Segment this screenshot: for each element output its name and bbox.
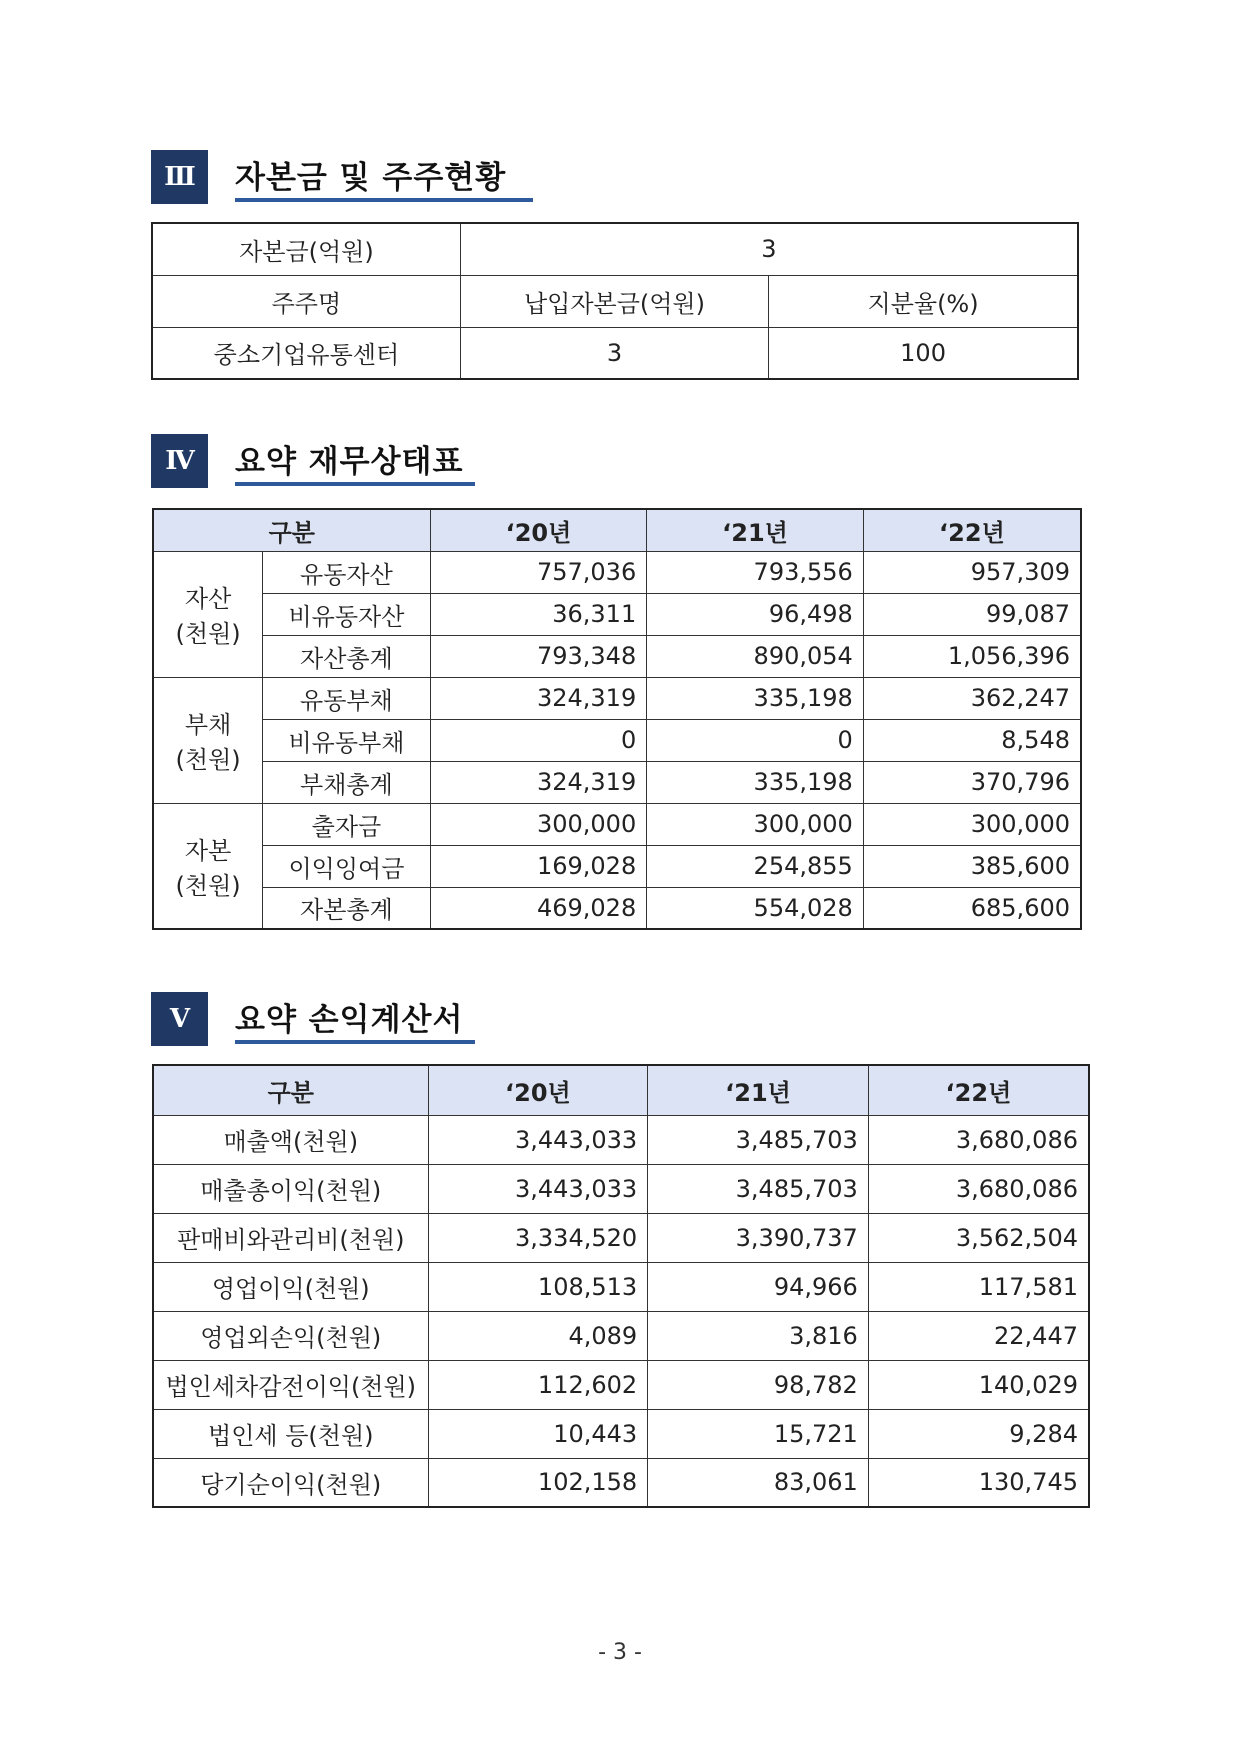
cell-value: 15,721 — [648, 1409, 869, 1458]
paid-capital-value: 3 — [460, 327, 768, 379]
cell-value: 370,796 — [863, 761, 1081, 803]
header-year: ‘21년 — [647, 509, 864, 551]
section-title: 요약 재무상태표 — [235, 444, 464, 480]
cell-value: 108,513 — [428, 1262, 648, 1311]
row-item: 유동부채 — [263, 677, 430, 719]
table-row — [153, 551, 1081, 593]
table-row — [153, 1311, 1089, 1360]
cell-value: 300,000 — [647, 803, 864, 845]
cell-value: 3,680,086 — [868, 1115, 1089, 1164]
cell-value: 0 — [430, 719, 647, 761]
header-year: ‘22년 — [868, 1065, 1089, 1115]
row-item: 판매비와관리비(천원) — [153, 1213, 428, 1262]
row-item: 법인세 등(천원) — [153, 1409, 428, 1458]
group-name: 자산 — [184, 585, 232, 613]
shareholder-name: 중소기업유통센터 — [152, 327, 460, 379]
row-item: 법인세차감전이익(천원) — [153, 1360, 428, 1409]
table-row — [153, 1164, 1089, 1213]
title-underline — [235, 482, 475, 486]
table-row — [153, 761, 1081, 803]
cell-value: 3,562,504 — [868, 1213, 1089, 1262]
cell-value: 685,600 — [863, 887, 1081, 929]
header-year: ‘21년 — [648, 1065, 869, 1115]
cell-value: 3,680,086 — [868, 1164, 1089, 1213]
cell-value: 3,390,737 — [648, 1213, 869, 1262]
row-item: 비유동부채 — [263, 719, 430, 761]
group-unit: (천원) — [175, 746, 241, 774]
cell-value: 3,485,703 — [648, 1115, 869, 1164]
cell-value: 140,029 — [868, 1360, 1089, 1409]
cell-value: 130,745 — [868, 1458, 1089, 1507]
table-row — [153, 887, 1081, 929]
row-item: 비유동자산 — [263, 593, 430, 635]
col-shareholder: 주주명 — [152, 275, 460, 327]
cell-value: 1,056,396 — [863, 635, 1081, 677]
group-label — [153, 677, 263, 803]
cell-value: 3,334,520 — [428, 1213, 648, 1262]
cell-value: 757,036 — [430, 551, 647, 593]
row-item: 출자금 — [263, 803, 430, 845]
row-item: 부채총계 — [263, 761, 430, 803]
cell-value: 324,319 — [430, 761, 647, 803]
income-statement-table — [152, 1064, 1090, 1508]
cell-value: 8,548 — [863, 719, 1081, 761]
cell-value: 112,602 — [428, 1360, 648, 1409]
table-row — [153, 677, 1081, 719]
cell-value: 324,319 — [430, 677, 647, 719]
header-category: 구분 — [153, 509, 430, 551]
row-item: 자산총계 — [263, 635, 430, 677]
share-ratio-value: 100 — [769, 327, 1078, 379]
cell-value: 300,000 — [430, 803, 647, 845]
cell-value: 96,498 — [647, 593, 864, 635]
cell-value: 890,054 — [647, 635, 864, 677]
row-item: 유동자산 — [263, 551, 430, 593]
row-item: 자본총계 — [263, 887, 430, 929]
cell-value: 554,028 — [647, 887, 864, 929]
balance-sheet-table — [152, 508, 1082, 930]
cell-value: 99,087 — [863, 593, 1081, 635]
row-item: 영업외손익(천원) — [153, 1311, 428, 1360]
table-row — [153, 845, 1081, 887]
table-row — [153, 803, 1081, 845]
group-name: 자본 — [184, 836, 232, 865]
cell-value: 335,198 — [647, 761, 864, 803]
row-item: 영업이익(천원) — [153, 1262, 428, 1311]
cell-value: 3,443,033 — [428, 1164, 648, 1213]
table-row — [153, 1360, 1089, 1409]
page-number: - 3 - — [598, 1640, 642, 1665]
cell-value: 469,028 — [430, 887, 647, 929]
group-name: 부채 — [184, 711, 232, 739]
table-row — [153, 1262, 1089, 1311]
table-row — [153, 719, 1081, 761]
col-paid-capital: 납입자본금(억원) — [460, 275, 768, 327]
cell-value: 98,782 — [648, 1360, 869, 1409]
cell-value: 300,000 — [863, 803, 1081, 845]
cell-value: 957,309 — [863, 551, 1081, 593]
cell-value: 169,028 — [430, 845, 647, 887]
group-unit: (천원) — [175, 871, 241, 900]
table-row — [153, 593, 1081, 635]
cell-value: 83,061 — [648, 1458, 869, 1507]
capital-label: 자본금(억원) — [152, 223, 460, 275]
row-item: 당기순이익(천원) — [153, 1458, 428, 1507]
cell-value: 0 — [647, 719, 864, 761]
title-underline — [235, 1040, 475, 1044]
cell-value: 10,443 — [428, 1409, 648, 1458]
section-title: 자본금 및 주주현황 — [235, 160, 507, 196]
header-year: ‘22년 — [863, 509, 1081, 551]
section-title: 요약 손익계산서 — [235, 1002, 464, 1038]
table-row — [153, 1458, 1089, 1507]
cell-value: 102,158 — [428, 1458, 648, 1507]
row-item: 매출액(천원) — [153, 1115, 428, 1164]
section-numeral: Ⅴ — [151, 992, 208, 1046]
table-row — [153, 1409, 1089, 1458]
table-header-row — [153, 1065, 1089, 1115]
cell-value: 385,600 — [863, 845, 1081, 887]
cell-value: 793,556 — [647, 551, 864, 593]
cell-value: 22,447 — [868, 1311, 1089, 1360]
header-category: 구분 — [153, 1065, 428, 1115]
table-row — [153, 1213, 1089, 1262]
table-header-row — [153, 509, 1081, 551]
cell-value: 254,855 — [647, 845, 864, 887]
table-row — [153, 1115, 1089, 1164]
cell-value: 3,485,703 — [648, 1164, 869, 1213]
cell-value: 3,816 — [648, 1311, 869, 1360]
cell-value: 4,089 — [428, 1311, 648, 1360]
group-label — [153, 803, 263, 929]
row-item: 이익잉여금 — [263, 845, 430, 887]
cell-value: 94,966 — [648, 1262, 869, 1311]
cell-value: 3,443,033 — [428, 1115, 648, 1164]
cell-value: 793,348 — [430, 635, 647, 677]
group-unit: (천원) — [175, 620, 241, 648]
group-label — [153, 551, 263, 677]
cell-value: 117,581 — [868, 1262, 1089, 1311]
capital-table — [151, 222, 1079, 380]
table-row — [153, 635, 1081, 677]
col-share-ratio: 지분율(%) — [769, 275, 1078, 327]
cell-value: 362,247 — [863, 677, 1081, 719]
header-year: ‘20년 — [428, 1065, 648, 1115]
section-numeral: Ⅳ — [151, 434, 208, 488]
cell-value: 9,284 — [868, 1409, 1089, 1458]
cell-value: 36,311 — [430, 593, 647, 635]
capital-value: 3 — [460, 223, 1078, 275]
section-numeral: Ⅲ — [151, 150, 208, 204]
cell-value: 335,198 — [647, 677, 864, 719]
header-year: ‘20년 — [430, 509, 647, 551]
row-item: 매출총이익(천원) — [153, 1164, 428, 1213]
title-underline — [235, 198, 533, 202]
